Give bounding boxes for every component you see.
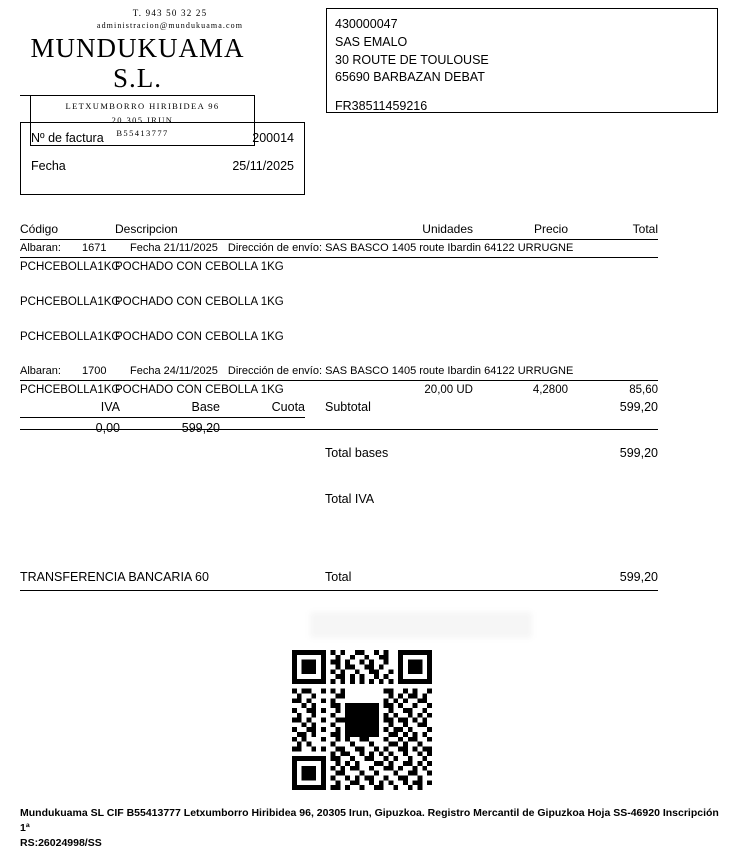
line-units bbox=[368, 296, 473, 308]
line-total bbox=[568, 331, 658, 343]
client-vat-number: FR38511459216 bbox=[335, 99, 428, 113]
delivery-note-date: Fecha 21/11/2025 bbox=[130, 242, 218, 254]
footer-line-1: Mundukuama SL CIF B55413777 Letxumborro Hiribidea 96, 20305 Irun, Gipuzkoa. Registro Mercantil de Gipuzkoa Hoja SS-46920 Inscripción 1ª bbox=[20, 807, 719, 835]
line-code: PCHCEBOLLA1KG bbox=[20, 331, 121, 343]
delivery-note-number: 1700 bbox=[82, 365, 107, 377]
company-name: MUNDUKUAMA S.L. bbox=[20, 34, 255, 96]
line-description: POCHADO CON CEBOLLA 1KG bbox=[115, 261, 284, 273]
line-units: 20,00 UD bbox=[424, 384, 473, 396]
line-price bbox=[473, 296, 568, 308]
delivery-note-label: Albaran: bbox=[20, 365, 61, 377]
client-street: 30 ROUTE DE TOULOUSE bbox=[335, 52, 489, 67]
delivery-note-address: Dirección de envío: SAS BASCO 1405 route Ibardin 64122 URRUGNE bbox=[227, 365, 574, 377]
delivery-note-header bbox=[20, 240, 658, 258]
vat-cuota-value bbox=[220, 421, 305, 435]
line-units bbox=[368, 331, 473, 343]
company-address-line2: 20.305 IRUN bbox=[111, 114, 174, 125]
delivery-note-header bbox=[20, 363, 658, 381]
line-description: POCHADO CON CEBOLLA 1KG bbox=[115, 331, 284, 343]
table-row bbox=[20, 418, 305, 435]
header-units: Unidades bbox=[422, 222, 473, 236]
line-code: PCHCEBOLLA1KG bbox=[20, 261, 121, 273]
line-price bbox=[473, 261, 568, 273]
vat-summary-table bbox=[20, 400, 305, 435]
redaction-bar bbox=[310, 612, 532, 638]
invoice-number-label: Nº de factura bbox=[31, 131, 104, 145]
line-total bbox=[568, 261, 658, 273]
line-price bbox=[473, 331, 568, 343]
client-name: SAS EMALO bbox=[335, 34, 408, 49]
invoice-date-row bbox=[31, 159, 294, 173]
delivery-note-label: Albaran: bbox=[20, 242, 61, 254]
delivery-note-address: Dirección de envío: SAS BASCO 1405 route Ibardin 64122 URRUGNE bbox=[227, 242, 574, 254]
payment-total-row bbox=[20, 570, 658, 591]
line-total: 85,60 bbox=[629, 384, 658, 396]
qr-code bbox=[292, 650, 432, 790]
line-spacer bbox=[20, 346, 658, 363]
footer-line-2: RS:26024998/SS bbox=[20, 837, 102, 850]
invoice-meta-box bbox=[20, 122, 305, 195]
grand-total-label: Total bbox=[325, 570, 352, 584]
invoice-lines-table bbox=[20, 222, 658, 430]
line-code: PCHCEBOLLA1KG bbox=[20, 384, 121, 396]
line-units bbox=[368, 261, 473, 273]
line-code: PCHCEBOLLA1KG bbox=[20, 296, 121, 308]
header-description: Descripcion bbox=[115, 222, 178, 236]
totals-block bbox=[325, 400, 658, 538]
header-price: Precio bbox=[533, 222, 568, 236]
line-spacer bbox=[20, 311, 658, 328]
company-email: administracion@mundukuama.com bbox=[96, 21, 244, 30]
vat-header-cuota: Cuota bbox=[271, 400, 305, 414]
header-code: Código bbox=[20, 222, 59, 236]
table-row bbox=[20, 328, 658, 346]
subtotal-label: Subtotal bbox=[325, 400, 371, 414]
vat-summary-header bbox=[20, 400, 305, 418]
invoice-number-row bbox=[31, 131, 294, 145]
company-address-line1: LETXUMBORRO HIRIBIDEA 96 bbox=[65, 101, 220, 112]
delivery-note-number: 1671 bbox=[82, 242, 107, 254]
total-bases-row bbox=[325, 446, 658, 460]
invoice-date-value: 25/11/2025 bbox=[232, 159, 294, 173]
table-row bbox=[20, 293, 658, 311]
subtotal-row bbox=[325, 400, 658, 414]
line-description: POCHADO CON CEBOLLA 1KG bbox=[115, 384, 284, 396]
client-code: 430000047 bbox=[335, 17, 398, 31]
footer-legal-text bbox=[20, 806, 720, 852]
invoice-date-label: Fecha bbox=[31, 159, 66, 173]
lines-header-row bbox=[20, 222, 658, 240]
vat-header-base: Base bbox=[191, 400, 220, 414]
total-bases-label: Total bases bbox=[325, 446, 389, 460]
line-total bbox=[568, 296, 658, 308]
client-city: 65690 BARBAZAN DEBAT bbox=[335, 70, 485, 85]
vat-rate-value: 0,00 bbox=[95, 421, 120, 435]
company-tax-id: B55413777 bbox=[116, 127, 169, 138]
client-address-box bbox=[326, 8, 718, 113]
table-row bbox=[20, 258, 658, 276]
subtotal-value: 599,20 bbox=[619, 400, 658, 414]
table-row bbox=[20, 381, 658, 399]
company-phone: T. 943 50 32 25 bbox=[132, 8, 208, 18]
grand-total-value: 599,20 bbox=[619, 570, 658, 584]
line-spacer bbox=[20, 276, 658, 293]
invoice-number-value: 200014 bbox=[252, 131, 294, 145]
line-description: POCHADO CON CEBOLLA 1KG bbox=[115, 296, 284, 308]
vat-base-value: 599,20 bbox=[181, 421, 220, 435]
delivery-note-date: Fecha 24/11/2025 bbox=[130, 365, 218, 377]
vat-header-rate: IVA bbox=[100, 400, 120, 414]
total-iva-label: Total IVA bbox=[325, 492, 375, 506]
total-bases-value: 599,20 bbox=[619, 446, 658, 460]
payment-method: TRANSFERENCIA BANCARIA 60 bbox=[20, 570, 209, 584]
line-price: 4,2800 bbox=[532, 384, 568, 396]
total-iva-row bbox=[325, 492, 658, 506]
header-total: Total bbox=[632, 222, 658, 236]
